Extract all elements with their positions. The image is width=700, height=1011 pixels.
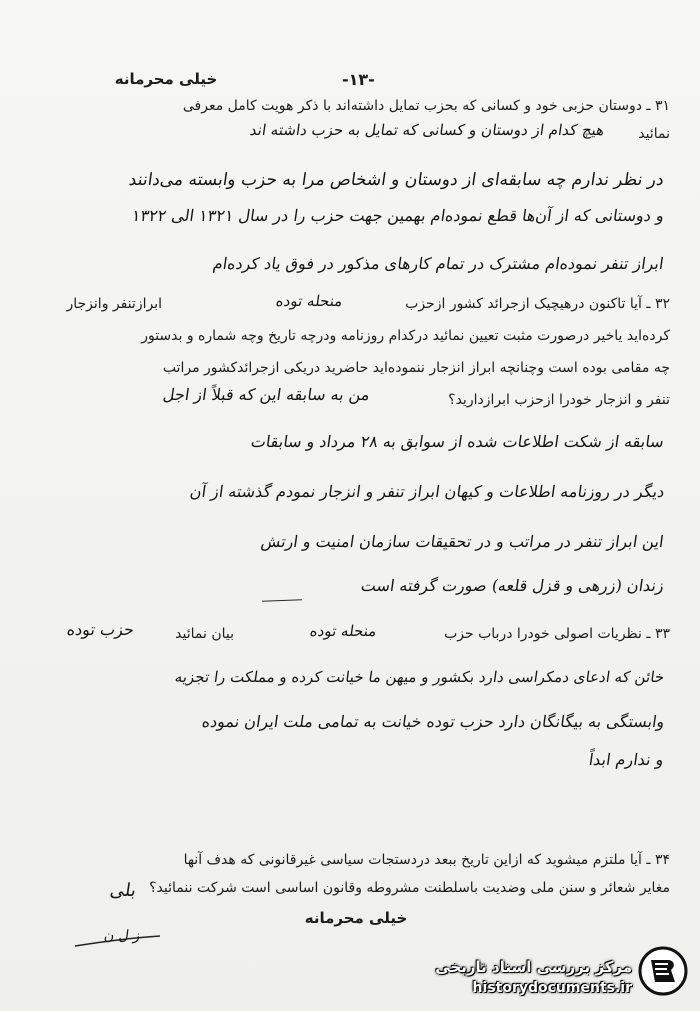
q34-answer-handwritten: بلی xyxy=(108,880,138,901)
q32-line4-typed: تنفر و انزجار خودرا ازحزب ابرازدارید؟ xyxy=(448,392,670,408)
answer-end-stroke xyxy=(262,599,302,601)
q32-line1-typed-start: ۳۲ ـ آیا تاکنون درهیچیک ازجرائد کشور ازحزب xyxy=(405,296,670,312)
watermark-org-name: مرکز بررسی اسناد تاریخی xyxy=(435,958,632,976)
q32-line1-typed-end: ابرازتنفر وانزجار xyxy=(66,296,162,312)
q34-line1: ۳۴ ـ آیا ملتزم میشوید که ازاین تاریخ ببعد دردستجات سیاسی غیرقانونی که هدف آنها xyxy=(183,852,670,868)
q33-line2-handwritten: خائن که ادعای دمکراسی دارد بکشور و میهن ما خیانت کرده و مملکت را تجزیه xyxy=(173,668,666,686)
q32-line2: کرده‌اید یاخیر درصورت مثبت تعیین نمائید درکدام روزنامه ودرچه تاریخ وچه شماره و بدستور xyxy=(141,328,670,344)
q32-line5-handwritten: سابقه از شکت اطلاعات شده از سوابق به ۲۸ مرداد و سابقات xyxy=(249,432,666,451)
document-scroll-logo-icon xyxy=(638,946,688,996)
watermark-website: historydocuments.ir xyxy=(472,980,632,996)
q31-line2-handwritten: هیچ کدام از دوستان و کسانی که تمایل به حزب داشته اند xyxy=(248,121,606,139)
q33-line3-handwritten: وابستگی به بیگانگان دارد حزب توده خیانت به تمامی ملت ایران نموده xyxy=(200,712,666,731)
q34-line2: مغایر شعائر و سنن ملی وضدیت باسلطنت مشروطه وقانون اساسی است شرکت ننمائید؟ xyxy=(149,880,670,896)
q33-line4-handwritten: و ندارم ابداً xyxy=(588,750,666,769)
q33-line1-typed-end: بیان نمائید xyxy=(175,626,234,642)
q33-line1-typed-start: ۳۳ ـ نظریات اصولی خودرا درباب حزب xyxy=(444,626,670,642)
q31-line1: ۳۱ ـ دوستان حزبی خود و کسانی که بحزب تمایل داشته‌اند با ذکر هویت کامل معرفی xyxy=(182,98,670,114)
page-number: -۱۳- xyxy=(342,70,375,89)
q33-line1-handwritten-end: حزب توده xyxy=(65,620,136,639)
classification-footer: خیلی محرمانه xyxy=(304,909,408,927)
q31-line5-handwritten: ابراز تنفر نموده‌ام مشترک در تمام کارهای مذکور در فوق یاد کرده‌ام xyxy=(212,254,666,273)
q32-line8-handwritten: زندان (زرهی و قزل قلعه) صورت گرفته است xyxy=(359,576,666,595)
classification-header: خیلی محرمانه xyxy=(114,70,218,88)
q31-line3-handwritten: در نظر ندارم چه سابقه‌ای از دوستان و اشخاص مرا به حزب وابسته می‌دانند xyxy=(127,170,666,190)
q32-line3: چه مقامی بوده است وچنانچه ابراز انزجار ننموده‌اید حاضرید دریکی ازجرائدکشور مراتب xyxy=(162,360,670,376)
q31-line2-typed: نمائید xyxy=(638,126,670,142)
signature-handwritten: ز ل ن xyxy=(102,928,142,944)
signature-stroke xyxy=(70,918,220,958)
q31-line4-handwritten: و دوستانی که از آن‌ها قطع نموده‌ام بهمین جهت حزب را در سال ۱۳۲۱ الی ۱۳۲۲ xyxy=(130,206,666,225)
q32-line4-handwritten: من به سابقه این که قبلاً از اجل xyxy=(161,385,372,404)
q32-line6-handwritten: دیگر در روزنامه اطلاعات و کیهان ابراز تنفر و انزجار نمودم گذشته از آن xyxy=(188,482,666,501)
q33-line1-handwritten: منحله توده xyxy=(308,622,378,640)
q32-line1-handwritten: منحله توده xyxy=(274,292,344,310)
q32-line7-handwritten: این ابراز تنفر در مراتب و در تحقیقات سازمان امنیت و ارتش xyxy=(260,532,666,551)
